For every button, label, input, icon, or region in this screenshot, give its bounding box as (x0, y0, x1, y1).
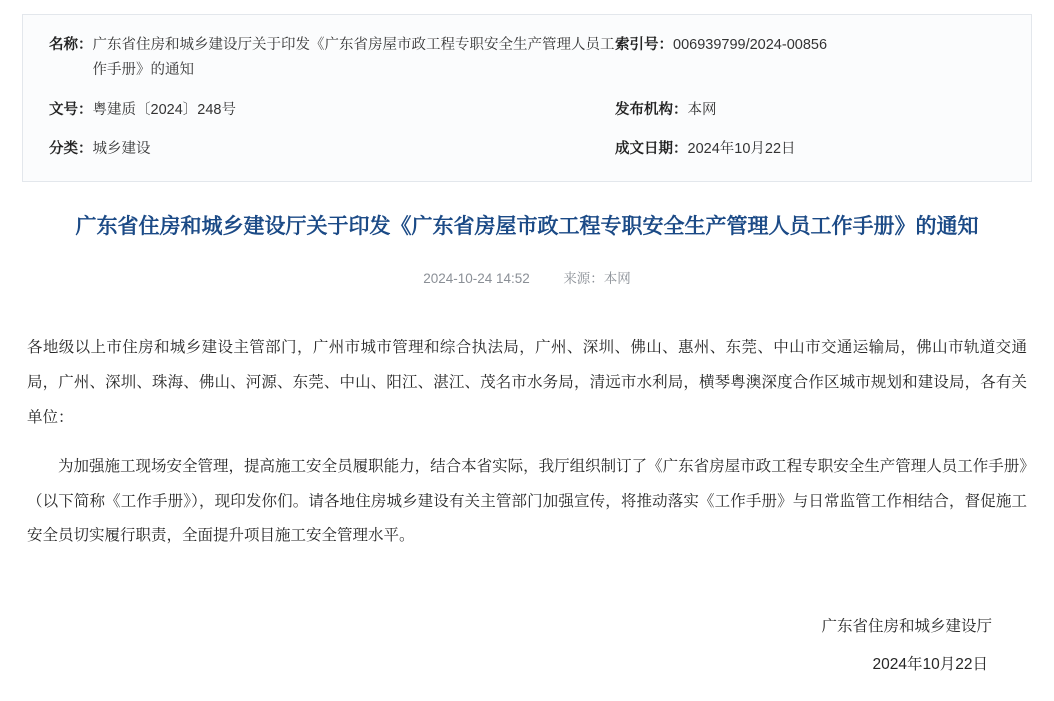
article-submeta (22, 267, 1032, 287)
paragraph-recipients: 各地级以上市住房和城乡建设主管部门，广州市城市管理和综合执法局，广州、深圳、佛山、惠州、东莞、中山市交通运输局，佛山市轨道交通局，广州、深圳、珠海、佛山、河源、东莞、中山、阳江、湛江、茂名市水务局，清远市水利局，横琴粤澳深度合作区城市规划和建设局，各有关单位： (27, 339, 1027, 426)
page-title: 广东省住房和城乡建设厅关于印发《广东省房屋市政工程专职安全生产管理人员工作手册》的通知 (75, 214, 979, 238)
meta-value: 粤建质〔2024〕248号 (92, 101, 236, 118)
signature-date: 2024年10月22日 (872, 655, 988, 673)
meta-value: 城乡建设 (92, 141, 151, 158)
signature-block (22, 608, 1022, 682)
meta-field-document-number (49, 98, 615, 123)
meta-field-publisher (615, 98, 1005, 123)
meta-field-name (49, 33, 615, 84)
meta-label: 分类： (49, 141, 93, 158)
meta-value: 广东省住房和城乡建设厅关于印发《广东省房屋市政工程专职安全生产管理人员工作手册》的通知 (92, 37, 615, 79)
paragraph-main: 为加强施工现场安全管理，提高施工安全员履职能力，结合本省实际，我厅组织制订了《广东省房屋市政工程专职安全生产管理人员工作手册》（以下简称《工作手册》），现印发你们。请各地住房城乡建设有关主管部门加强宣传，将推动落实《工作手册》与日常监管工作相结合，督促施工安全员切实履行职责，全面提升项目施工安全管理水平。 (27, 457, 1027, 545)
meta-label: 索引号： (615, 37, 673, 53)
meta-field-issue-date (615, 137, 1005, 162)
meta-row (49, 33, 1005, 84)
meta-value: 2024年10月22日 (687, 141, 796, 158)
meta-value: 006939799/2024-00856 (673, 37, 828, 53)
meta-label: 发布机构： (615, 101, 688, 118)
document-meta-card (22, 14, 1032, 182)
meta-label: 名称： (49, 37, 93, 53)
meta-row (49, 137, 1005, 162)
meta-row (49, 98, 1005, 123)
article-body (27, 331, 1027, 554)
article-source: 来源：本网 (563, 271, 631, 287)
meta-value: 本网 (687, 101, 717, 118)
meta-field-index-number (615, 33, 1005, 58)
meta-field-category (49, 137, 615, 162)
meta-label: 文号： (49, 101, 93, 118)
meta-label: 成文日期： (615, 141, 688, 158)
signature-organization: 广东省住房和城乡建设厅 (821, 618, 992, 636)
publish-datetime: 2024-10-24 14:52 (423, 271, 530, 287)
